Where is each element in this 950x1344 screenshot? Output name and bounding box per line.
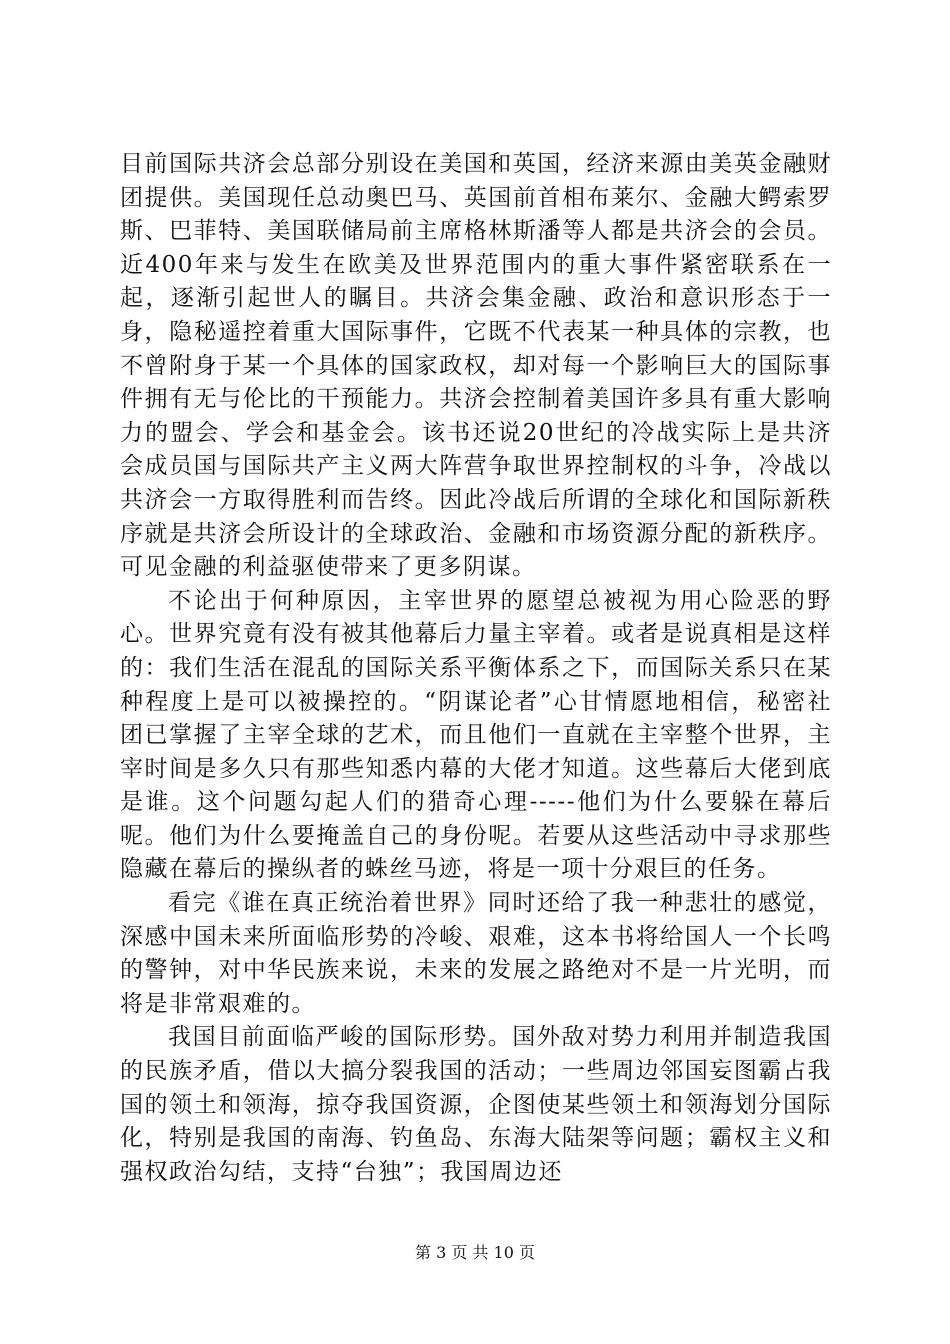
paragraph-1: 目前国际共济会总部分别设在美国和英国，经济来源由美英金融财团提供。美国现任总动奥巴马、英国前首相布莱尔、金融大鳄索罗斯、巴菲特、美国联储局前主席格林斯潘等人都是共济会的会员。近400年来与发生在欧美及世界范围内的重大事件紧密联系在一起，逐渐引起世人的瞩目。共济会集金融、政治和意识形态于一身，隐秘遥控着重大国际事件，它既不代表某一种具体的宗教，也不曾附身于某一个具体的国家政权，却对每一个影响巨大的国际事件拥有无与伦比的干预能力。共济会控制着美国许多具有重大影响力的盟会、学会和基金会。该书还说20世纪的冷战实际上是共济会成员国与国际共产主义两大阵营争取世界控制权的斗争，冷战以共济会一方取得胜利而告终。因此冷战后所谓的全球化和国际新秩序就是共济会所设计的全球政治、金融和市场资源分配的新秩序。可见金融的利益驱使带来了更多阴谋。 [120, 151, 832, 581]
paragraph-4: 我国目前面临严峻的国际形势。国外敌对势力利用并制造我国的民族矛盾，借以大搞分裂我国的活动；一些周边邻国妄图霸占我国的领土和领海，掠夺我国资源，企图使某些领土和领海划分国际化，特别是我国的南海、钓鱼岛、东海大陆架等问题；霸权主义和强权政治勾结，支持“台独”；我国周边还 [120, 1024, 832, 1185]
document-body [120, 148, 832, 1189]
paragraph-2: 不论出于何种原因，主宰世界的愿望总被视为用心险恶的野心。世界究竟有没有被其他幕后力量主宰着。或者是说真相是这样的：我们生活在混乱的国际关系平衡体系之下，而国际关系只在某种程度上是可以被操控的。“阴谋论者”心甘情愿地相信，秘密社团已掌握了主宰全球的艺术，而且他们一直就在主宰整个世界，主宰时间是多久只有那些知悉内幕的大佬才知道。这些幕后大佬到底是谁。这个问题勾起人们的猎奇心理-----他们为什么要躲在幕后呢。他们为什么要掩盖自己的身份呢。若要从这些活动中寻求那些隐藏在幕后的操纵者的蛛丝马迹，将是一项十分艰巨的任务。 [120, 587, 832, 883]
paragraph-3: 看完《谁在真正统治着世界》同时还给了我一种悲壮的感觉，深感中国未来所面临形势的冷峻、艰难，这本书将给国人一个长鸣的警钟，对中华民族来说，未来的发展之路绝对不是一片光明，而将是非常艰难的。 [120, 890, 832, 1017]
page-footer: 第 3 页 共 10 页 [415, 1243, 535, 1262]
